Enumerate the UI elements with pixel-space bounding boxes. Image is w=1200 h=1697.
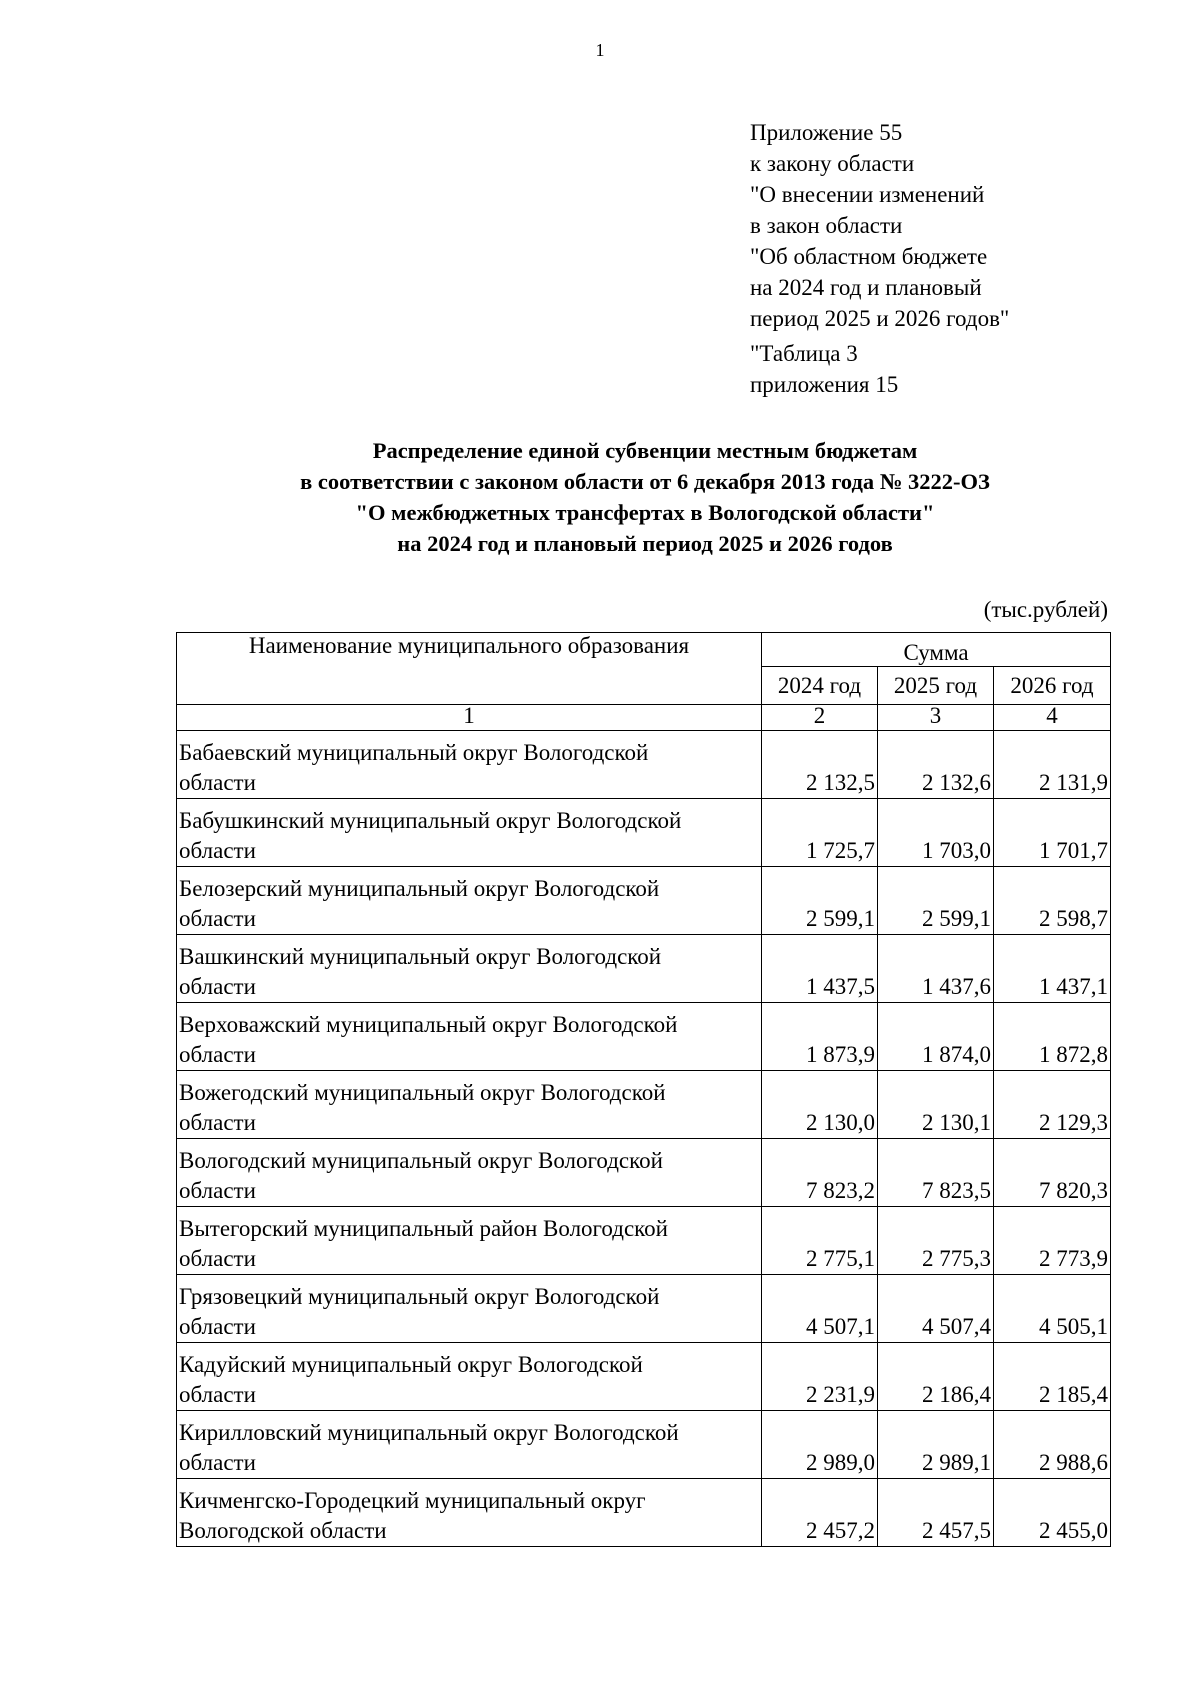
municipality-name-cell [177,1479,762,1547]
municipality-name-line: области [179,1314,256,1339]
value-2026-cell: 2 988,6 [994,1411,1111,1479]
subvention-table [176,632,1111,1547]
municipality-name-line: Белозерский муниципальный округ Вологодской [179,876,660,901]
title-line: в соответствии с законом области от 6 декабря 2013 года № 3222-ОЗ [300,469,990,494]
municipality-name-line: Верховажский муниципальный округ Вологодской [179,1012,678,1037]
municipality-name-line: области [179,1246,256,1271]
value-2024-cell: 1 725,7 [762,799,878,867]
value-2024-cell: 1 437,5 [762,935,878,1003]
municipality-name-line: Бабушкинский муниципальный округ Вологодской [179,808,682,833]
table-row [177,1275,1111,1343]
appendix-line: "О внесении изменений [750,182,985,207]
value-2025-cell: 2 775,3 [878,1207,994,1275]
municipality-name-line: Грязовецкий муниципальный округ Вологодской [179,1284,660,1309]
column-number: 3 [878,705,994,731]
value-2024-cell: 2 775,1 [762,1207,878,1275]
value-2024-cell: 2 130,0 [762,1071,878,1139]
page-number: 1 [595,40,605,60]
municipality-name-line: Вожегодский муниципальный округ Вологодской [179,1080,666,1105]
table-row [177,935,1111,1003]
value-2024-cell: 2 231,9 [762,1343,878,1411]
appendix-block [750,117,1009,400]
municipality-name-line: области [179,1042,256,1067]
municipality-name-line: области [179,1382,256,1407]
title-line: Распределение единой субвенции местным бюджетам [372,438,918,463]
municipality-name-cell [177,1139,762,1207]
document-title [0,435,1200,559]
table-reference-line: приложения 15 [750,372,899,397]
value-2025-cell: 4 507,4 [878,1275,994,1343]
municipality-name-line: Вашкинский муниципальный округ Вологодской [179,944,662,969]
value-2026-cell: 2 131,9 [994,731,1111,799]
table-reference-line: "Таблица 3 [750,341,858,366]
title-line: на 2024 год и плановый период 2025 и 2026 годов [397,531,893,556]
header-year-2025: 2025 год [878,667,994,705]
municipality-name-cell [177,1343,762,1411]
value-2026-cell: 4 505,1 [994,1275,1111,1343]
value-2025-cell: 1 703,0 [878,799,994,867]
value-2025-cell: 7 823,5 [878,1139,994,1207]
value-2024-cell: 1 873,9 [762,1003,878,1071]
municipality-name-line: Кичменгско-Городецкий муниципальный округ [179,1488,646,1513]
municipality-name-line: области [179,1110,256,1135]
value-2024-cell: 2 599,1 [762,867,878,935]
value-2025-cell: 2 132,6 [878,731,994,799]
value-2026-cell: 1 872,8 [994,1003,1111,1071]
municipality-name-line: Вытегорский муниципальный район Вологодской [179,1216,668,1241]
column-number: 2 [762,705,878,731]
municipality-name-cell [177,1003,762,1071]
municipality-name-line: Кирилловский муниципальный округ Вологодской [179,1420,679,1445]
value-2026-cell: 2 598,7 [994,867,1111,935]
table-reference [750,338,1009,400]
municipality-name-cell [177,799,762,867]
municipality-name-line: области [179,1178,256,1203]
municipality-name-cell [177,1207,762,1275]
table-row [177,1071,1111,1139]
value-2025-cell: 2 599,1 [878,867,994,935]
municipality-name-line: области [179,974,256,999]
table-row [177,1139,1111,1207]
value-2025-cell: 2 130,1 [878,1071,994,1139]
appendix-line: "Об областном бюджете [750,244,988,269]
municipality-name-cell [177,867,762,935]
value-2025-cell: 1 874,0 [878,1003,994,1071]
municipality-name-cell [177,1071,762,1139]
municipality-name-cell [177,731,762,799]
table-row [177,799,1111,867]
municipality-name-cell [177,1275,762,1343]
value-2025-cell: 2 457,5 [878,1479,994,1547]
value-2026-cell: 7 820,3 [994,1139,1111,1207]
table-row [177,1343,1111,1411]
appendix-line: к закону области [750,151,915,176]
value-2024-cell: 4 507,1 [762,1275,878,1343]
value-2025-cell: 1 437,6 [878,935,994,1003]
value-2025-cell: 2 989,1 [878,1411,994,1479]
value-2026-cell: 1 437,1 [994,935,1111,1003]
header-sum-cell: Сумма [762,633,1111,667]
municipality-name-line: Кадуйский муниципальный округ Вологодской [179,1352,643,1377]
column-number: 4 [994,705,1111,731]
value-2026-cell: 2 129,3 [994,1071,1111,1139]
appendix-line: период 2025 и 2026 годов" [750,306,1010,331]
value-2026-cell: 2 773,9 [994,1207,1111,1275]
value-2024-cell: 7 823,2 [762,1139,878,1207]
municipality-name-cell [177,935,762,1003]
appendix-line: в закон области [750,213,903,238]
municipality-name-line: области [179,838,256,863]
units-label: (тыс.рублей) [983,597,1108,622]
table-row [177,1207,1111,1275]
value-2026-cell: 1 701,7 [994,799,1111,867]
column-number-row [177,705,1111,731]
column-number: 1 [177,705,762,731]
municipality-name-line: Бабаевский муниципальный округ Вологодской [179,740,649,765]
title-line: "О межбюджетных трансфертах в Вологодской области" [355,500,935,525]
table-row [177,867,1111,935]
municipality-name-line: области [179,770,256,795]
value-2026-cell: 2 185,4 [994,1343,1111,1411]
municipality-name-line: Вологодский муниципальный округ Вологодской [179,1148,663,1173]
value-2024-cell: 2 132,5 [762,731,878,799]
header-year-2026: 2026 год [994,667,1111,705]
value-2026-cell: 2 455,0 [994,1479,1111,1547]
municipality-name-line: области [179,906,256,931]
value-2025-cell: 2 186,4 [878,1343,994,1411]
municipality-name-line: Вологодской области [179,1518,387,1543]
municipality-name-cell [177,1411,762,1479]
municipality-name-line: области [179,1450,256,1475]
header-year-2024: 2024 год [762,667,878,705]
table-row [177,731,1111,799]
value-2024-cell: 2 989,0 [762,1411,878,1479]
table-row [177,1479,1111,1547]
header-name-cell: Наименование муниципального образования [177,633,762,705]
value-2024-cell: 2 457,2 [762,1479,878,1547]
appendix-line: Приложение 55 [750,120,903,145]
appendix-line: на 2024 год и плановый [750,275,982,300]
table-header-row [177,633,1111,667]
table-row [177,1003,1111,1071]
table-row [177,1411,1111,1479]
